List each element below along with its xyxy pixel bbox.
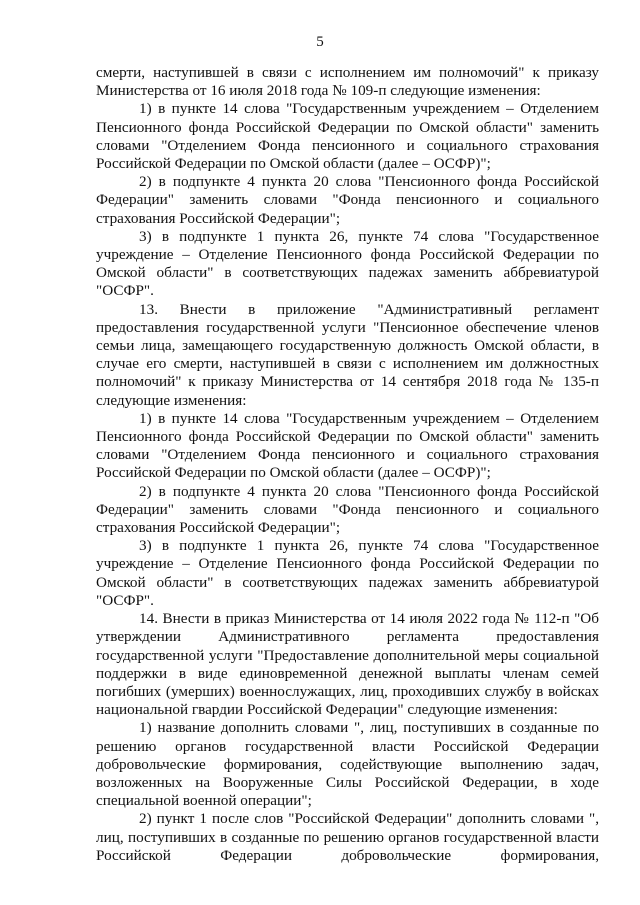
paragraph-item-14-2: 2) пункт 1 после слов "Российской Федерации" дополнить словами ", лиц, поступивших в созданные по решению органов государственной власти Российской Федерации добровольческие формирования, (96, 810, 599, 864)
paragraph-item-13-3: 3) в подпункте 1 пункта 26, пункте 74 слова "Государственное учреждение – Отделение Пенсионного фонда Российской Федерации по Омской области" в соответствующих падежах заменить аббревиатурой "ОСФР". (96, 537, 599, 609)
paragraph-continuation: смерти, наступившей в связи с исполнением им полномочий" к приказу Министерства от 16 июля 2018 года № 109-п следующие изменения: (96, 64, 599, 100)
paragraph-item-14-1: 1) название дополнить словами ", лиц, поступивших в созданные по решению органов государственной власти Российской Федерации добровольческие формирования, содействующие выполнению задач, возложенных на Вооруженные Силы Российской Федерации, в ходе специальной военной операции"; (96, 719, 599, 810)
paragraph-item-13-1: 1) в пункте 14 слова "Государственным учреждением – Отделением Пенсионного фонда Российской Федерации по Омской области" заменить словами "Отделением Фонда пенсионного и социального страхования Российской Федерации по Омской области (далее – ОСФР)"; (96, 409, 599, 482)
paragraph-clause-13: 13. Внести в приложение "Административный регламент предоставления государственной услуги "Пенсионное обеспечение членов семьи лица, замещающего государственную должность Омской области, в случае его смерти, наступившей в связи с исполнением им должностных полномочий" к приказу Министерства от 14 сентября 2018 года № 135-п следующие изменения: (96, 300, 599, 409)
paragraph-item-12-1: 1) в пункте 14 слова "Государственным учреждением – Отделением Пенсионного фонда Российской Федерации по Омской области" заменить словами "Отделением Фонда пенсионного и социального страхования Российской Федерации по Омской области (далее – ОСФР)"; (96, 100, 599, 173)
paragraph-clause-14: 14. Внести в приказ Министерства от 14 июля 2022 года № 112-п "Об утверждении Административного регламента предоставления государственной услуги "Предоставление дополнительной меры социальной поддержки в виде единовременной денежной выплаты членам семей погибших (умерших) военнослужащих, лиц, проходивших службу в войсках национальной гвардии Российской Федерации" следующие изменения: (96, 610, 599, 719)
document-body (96, 64, 599, 865)
paragraph-item-13-2: 2) в подпункте 4 пункта 20 слова "Пенсионного фонда Российской Федерации" заменить словами "Фонда пенсионного и социального страхования Российской Федерации"; (96, 482, 599, 537)
paragraph-item-12-3: 3) в подпункте 1 пункта 26, пункте 74 слова "Государственное учреждение – Отделение Пенсионного фонда Российской Федерации по Омской области" в соответствующих падежах заменить аббревиатурой "ОСФР". (96, 227, 599, 300)
paragraph-item-12-2: 2) в подпункте 4 пункта 20 слова "Пенсионного фонда Российской Федерации" заменить словами "Фонда пенсионного и социального страхования Российской Федерации"; (96, 173, 599, 227)
page-number: 5 (316, 34, 324, 50)
